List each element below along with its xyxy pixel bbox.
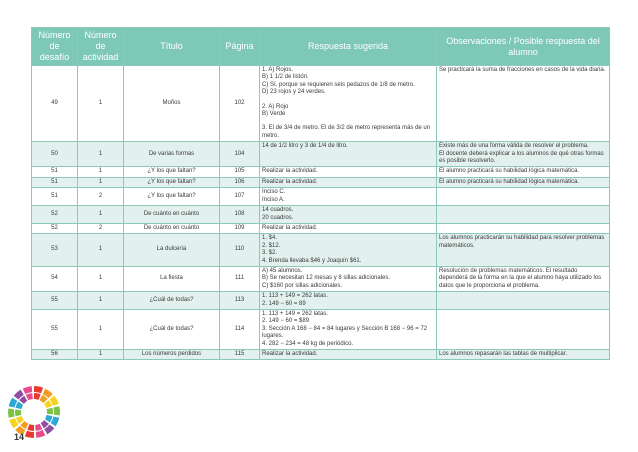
respuesta-line: 2. $12. — [262, 242, 281, 249]
cell-actividad: 1 — [78, 234, 124, 267]
cell-actividad: 1 — [78, 142, 124, 167]
respuesta-line: B) 1 1/2 de listón. — [262, 74, 309, 81]
observaciones-line: Se practicará la suma de fracciones en casos de la vida diaria. — [439, 67, 606, 73]
respuesta-line: 14 cuadros. — [262, 207, 294, 214]
cell-actividad: 1 — [78, 167, 124, 177]
header-observaciones: Observaciones / Posible respuesta del alumno — [437, 28, 610, 66]
table-row — [32, 223, 610, 233]
cell-observaciones — [437, 234, 610, 267]
cell-respuesta — [260, 266, 437, 291]
respuesta-line: A) 45 alumnos. — [262, 267, 303, 274]
cell-respuesta — [260, 142, 437, 167]
cell-observaciones — [437, 266, 610, 291]
cell-pagina: 109 — [220, 223, 260, 233]
table-row — [32, 266, 610, 291]
logo-segment — [16, 416, 24, 424]
cell-actividad: 1 — [78, 266, 124, 291]
cell-pagina: 105 — [220, 167, 260, 177]
cell-titulo: Los números perdidos — [124, 350, 220, 360]
cell-observaciones — [437, 223, 610, 233]
cell-respuesta — [260, 234, 437, 267]
cell-observaciones — [437, 142, 610, 167]
cell-titulo: La fiesta — [124, 266, 220, 291]
respuesta-line: C) Sí, porque se requieren seis pedazos de 1/8 de metro. — [262, 81, 415, 88]
cell-desafio: 51 — [32, 188, 78, 206]
cell-titulo: ¿Cuál de todas? — [124, 292, 220, 310]
cell-desafio: 54 — [32, 266, 78, 291]
cell-actividad: 1 — [78, 350, 124, 360]
cell-desafio: 52 — [32, 206, 78, 224]
cell-observaciones — [437, 309, 610, 349]
logo-segment — [36, 430, 45, 438]
respuesta-line: Realizar la actividad. — [262, 178, 318, 185]
respuesta-line: 4. Brenda llevaba $46 y Joaquín $61. — [262, 257, 362, 264]
cell-respuesta — [260, 177, 437, 187]
cell-observaciones — [437, 206, 610, 224]
table-row — [32, 177, 610, 187]
header-desafio: Número de desafío — [32, 28, 78, 66]
table-row — [32, 142, 610, 167]
cell-respuesta — [260, 223, 437, 233]
logo-segment — [8, 409, 14, 418]
table-row — [32, 309, 610, 349]
cell-desafio: 55 — [32, 309, 78, 349]
cell-pagina: 104 — [220, 142, 260, 167]
cell-titulo: ¿Y los que faltan? — [124, 167, 220, 177]
cell-titulo: De cuánto en cuánto — [124, 223, 220, 233]
respuesta-line: Realizar la actividad. — [262, 168, 318, 175]
cell-actividad: 1 — [78, 309, 124, 349]
observaciones-line: Los alumnos practicarán su habilidad para resolver problemas matemáticos. — [439, 235, 605, 249]
table-row — [32, 206, 610, 224]
logo-segment — [34, 386, 43, 393]
cell-pagina: 113 — [220, 292, 260, 310]
observaciones-line: El alumno practicará su habilidad lógica matemática. — [439, 178, 580, 185]
observaciones-line: El alumno practicará su habilidad lógica matemática. — [439, 168, 580, 175]
cell-actividad: 1 — [78, 292, 124, 310]
cell-actividad: 2 — [78, 223, 124, 233]
cell-observaciones — [437, 350, 610, 360]
respuesta-line: 3. Sección A 168 − 84 = 84 lugares y Sección B 168 − 96 = 72 lugares. — [262, 325, 428, 340]
respuesta-line: 2. 149 − 60 = $89 — [262, 318, 310, 325]
cell-respuesta — [260, 66, 437, 142]
cell-desafio: 52 — [32, 223, 78, 233]
respuesta-line: 2. 149 − 60 = 89 — [262, 300, 306, 307]
cell-actividad: 2 — [78, 188, 124, 206]
logo-segment — [47, 408, 53, 415]
header-actividad: Número de actividad — [78, 28, 124, 66]
observaciones-line: Los alumnos repasarán las tablas de multiplicar. — [439, 351, 568, 357]
header-respuesta: Respuesta sugerida — [260, 28, 437, 66]
respuesta-line: 3. $2. — [262, 250, 278, 257]
table-row — [32, 350, 610, 360]
cell-desafio: 50 — [32, 142, 78, 167]
logo-segment — [25, 431, 34, 438]
respuesta-line: Inciso C. — [262, 189, 286, 196]
cell-desafio: 56 — [32, 350, 78, 360]
cell-desafio: 55 — [32, 292, 78, 310]
logo-segment — [26, 393, 33, 400]
logo-segment — [27, 424, 34, 431]
logo-segment — [44, 400, 52, 408]
cell-desafio: 53 — [32, 234, 78, 267]
logo-segment — [45, 415, 53, 423]
respuesta-line: 4. 282 − 234 = 48 kg de periódico. — [262, 340, 354, 347]
respuesta-line: Realizar la actividad. — [262, 351, 318, 357]
cell-titulo: La dulcería — [124, 234, 220, 267]
cell-observaciones — [437, 167, 610, 177]
cell-pagina: 108 — [220, 206, 260, 224]
cell-titulo: De varias formas — [124, 142, 220, 167]
cell-titulo: ¿Cuál de todas? — [124, 309, 220, 349]
respuesta-line — [262, 118, 434, 125]
cell-pagina: 110 — [220, 234, 260, 267]
cell-respuesta — [260, 309, 437, 349]
respuesta-line: 1. A) Rojos. — [262, 67, 294, 73]
respuesta-line: 14 de 1/2 litro y 3 de 1/4 de litro. — [262, 143, 348, 150]
logo-segment — [15, 409, 21, 416]
respuesta-line: C) $160 por sillas adicionales. — [262, 282, 343, 289]
cell-desafio: 51 — [32, 167, 78, 177]
cell-titulo: Moños — [124, 66, 220, 142]
observaciones-line: El docente deberá explicar a los alumnos de qué otras formas es posible resolverlo. — [439, 150, 604, 165]
logo-segment — [23, 386, 32, 394]
cell-respuesta — [260, 292, 437, 310]
cell-observaciones — [437, 292, 610, 310]
respuesta-line: 2. A) Rojo — [262, 103, 289, 110]
cell-desafio: 51 — [32, 177, 78, 187]
cell-pagina: 102 — [220, 66, 260, 142]
header-pagina: Página — [220, 28, 260, 66]
logo-segment — [15, 402, 23, 410]
cell-actividad: 1 — [78, 66, 124, 142]
table-row — [32, 167, 610, 177]
cell-respuesta — [260, 188, 437, 206]
respuesta-line: 3. El de 3/4 de metro. El de 3/2 de metro representa más de un metro. — [262, 125, 431, 139]
observaciones-line: Existe más de una forma válida de resolver el problema. — [439, 143, 589, 150]
cell-respuesta — [260, 350, 437, 360]
cell-respuesta — [260, 167, 437, 177]
logo-segment — [35, 424, 42, 431]
cell-desafio: 49 — [32, 66, 78, 142]
respuesta-line — [262, 97, 434, 104]
header-titulo: Título — [124, 28, 220, 66]
cell-observaciones — [437, 188, 610, 206]
respuesta-line: 1. 113 + 149 = 262 latas. — [262, 310, 328, 317]
page-number: 14 — [14, 432, 25, 442]
respuesta-line: 1. $4. — [262, 235, 278, 242]
cell-titulo: ¿Y los que faltan? — [124, 177, 220, 187]
cell-pagina: 106 — [220, 177, 260, 187]
table-row — [32, 66, 610, 142]
respuesta-line: Realizar la actividad. — [262, 224, 318, 231]
cell-pagina: 114 — [220, 309, 260, 349]
respuesta-line: B) Verde — [262, 111, 286, 118]
cell-titulo: ¿Y los que faltan? — [124, 188, 220, 206]
respuesta-line: Inciso A. — [262, 196, 285, 203]
cell-actividad: 1 — [78, 206, 124, 224]
cell-actividad: 1 — [78, 177, 124, 187]
respuesta-line: 20 cuadros. — [262, 214, 294, 221]
cell-pagina: 115 — [220, 350, 260, 360]
respuesta-line: 1. 113 + 149 = 262 latas. — [262, 293, 328, 300]
cell-respuesta — [260, 206, 437, 224]
table-row — [32, 188, 610, 206]
answers-table — [31, 27, 610, 360]
observaciones-line: Resolución de problemas matemáticos. El resultado dependerá de la forma en la que el alumno haya utilizado los datos que le proporciona el problema. — [439, 267, 602, 289]
respuesta-line: B) Se necesitan 12 mesas y 8 sillas adicionales. — [262, 275, 391, 282]
cell-pagina: 107 — [220, 188, 260, 206]
table-row — [32, 234, 610, 267]
respuesta-line: D) 23 rojos y 24 verdes. — [262, 89, 326, 96]
logo-segment — [34, 393, 41, 400]
logo-segment — [54, 406, 60, 415]
cell-observaciones — [437, 66, 610, 142]
header-row — [32, 28, 610, 66]
cell-titulo: De cuánto en cuánto — [124, 206, 220, 224]
table-row — [32, 292, 610, 310]
cell-observaciones — [437, 177, 610, 187]
cell-pagina: 111 — [220, 266, 260, 291]
